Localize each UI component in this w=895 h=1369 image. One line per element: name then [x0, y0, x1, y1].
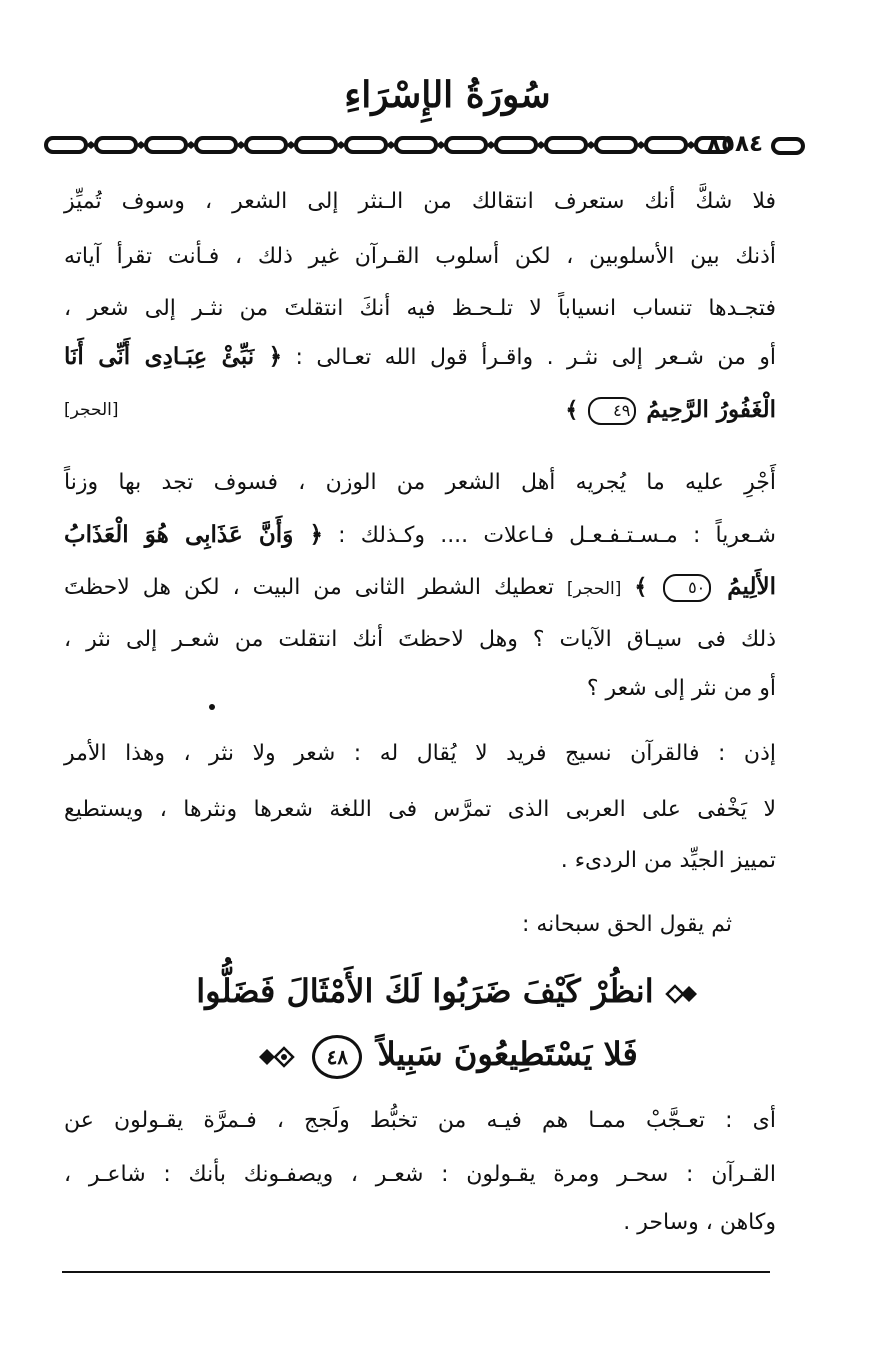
quran-quote: الْغَفُورُ الرَّحِيمُ [646, 396, 776, 423]
text-line: أَجْرِ عليه ما يُجريه أهل الشعر من الوزن ، فسوف تجد بها وزناً [64, 470, 776, 495]
text-line: فتجـدها تنساب انسياباً لا تلـحـظ فيه أنكَ انتقلتَ من نثـر إلى شعر ، [64, 296, 776, 321]
verse-line-2 [0, 1028, 895, 1080]
text-line: أو من نثر إلى شعر ؟ [586, 676, 776, 701]
quran-quote: ﴿ نَبِّئْ عِبَـادِى أَنِّى أَنَا [64, 343, 283, 370]
text-line: لا يَخْفى على العربى الذى تمرَّس فى اللغة شعرها ونثرها ، ويستطيع [64, 797, 776, 822]
ayah-number-marker: ٥٠ [663, 574, 711, 602]
verse-close-ornament-icon [257, 1044, 297, 1070]
verse-open-ornament-icon [665, 981, 699, 1007]
text-line: القـرآن : سحـر ومرة يقـولون : شعـر ، ويصفـونك بأنك : شاعـر ، [64, 1162, 776, 1187]
text-segment: تعطيك الشطر الثانى من البيت ، لكن هل لاحظتَ [64, 575, 554, 600]
text-line: ذلك فى سيـاق الآيات ؟ وهل لاحظتَ أنك انتقلت من شعـر إلى نثر ، [64, 627, 776, 652]
quran-quote: الأَلِيمُ [727, 573, 776, 600]
text-line: فلا شكَّ أنك ستعرف انتقالك من الـنثر إلى الشعر ، وسوف تُميِّز [64, 189, 776, 214]
text-line: إذن : فالقرآن نسيج فريد لا يُقال له : شعر ولا نثر ، وهذا الأمر [64, 741, 776, 766]
quran-quote: ﴿ وَأَنَّ عَذَابِى هُوَ الْعَذَابُ [64, 521, 323, 548]
text-line: وكاهن ، وساحر . [623, 1210, 776, 1235]
verse-text: انظُرْ كَيْفَ ضَرَبُوا لَكَ الأَمْثَالَ فَضَلُّوا [196, 972, 654, 1010]
text-segment: أو من شـعر إلى نثـر . واقـرأ قول الله تعـالى : [295, 345, 776, 370]
text-line: أذنك بين الأسلوبين ، لكن أسلوب القـرآن غير ذلك ، فـأنت تقرأ آياته [64, 244, 776, 269]
text-line: ثم يقول الحق سبحانه : [521, 912, 732, 937]
verse-text: فَلا يَسْتَطِيعُونَ سَبِيلاً [377, 1035, 638, 1073]
surah-reference: [الحجر] [64, 400, 119, 420]
stray-dot [209, 704, 215, 710]
closing-bracket-icon: ﴾ [634, 574, 648, 600]
page-number: ٨٥٨٤ [706, 131, 764, 157]
text-line: أى : تعـجَّبْ ممـا هم فيـه من تخبُّط ولَجج ، فـمرَّة يقـولون عن [64, 1108, 776, 1133]
text-line [64, 570, 776, 606]
text-line [64, 518, 776, 553]
text-segment: شـعرياً : مـسـتـفـعـل فـاعلات .... وكـذلك : [338, 523, 776, 548]
header-chain-ornament [40, 130, 735, 160]
footer-rule [62, 1271, 770, 1273]
text-line [64, 340, 776, 375]
verse-line-1 [0, 965, 895, 1017]
text-line: تمييز الجيِّد من الردىء . [560, 848, 776, 873]
ayah-number-marker: ٤٨ [312, 1035, 362, 1079]
surah-reference: [الحجر] [566, 579, 622, 599]
ayah-number-marker: ٤٩ [588, 397, 636, 425]
header-chain-end-ornament [770, 136, 806, 156]
text-line [64, 393, 776, 428]
surah-title: سُورَةُ الإِسْرَاءِ [344, 74, 551, 116]
closing-bracket-icon: ﴾ [565, 397, 579, 423]
